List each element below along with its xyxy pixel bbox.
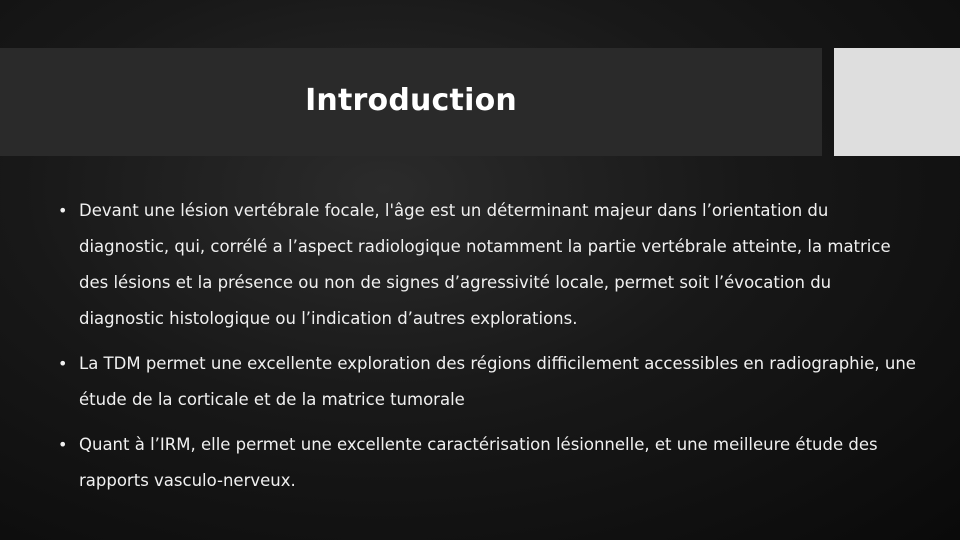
- accent-block: [834, 48, 960, 156]
- bullet-text: La TDM permet une excellente exploration des régions difficilement accessibles en radiographie, une étude de la corticale et de la matrice tumorale: [79, 354, 916, 409]
- bullet-item: [58, 427, 918, 499]
- bullet-dot-icon: •: [58, 354, 68, 373]
- bullet-list: [58, 193, 918, 508]
- bullet-text: Quant à l’IRM, elle permet une excellente caractérisation lésionnelle, et une meilleure étude des rapports vasculo-nerveux.: [79, 435, 878, 490]
- slide-title: Introduction: [305, 82, 517, 118]
- bullet-dot-icon: •: [58, 201, 68, 220]
- title-bar: [0, 48, 822, 156]
- bullet-text: Devant une lésion vertébrale focale, l'âge est un déterminant majeur dans l’orientation du diagnostic, qui, corrélé a l’aspect radiologique notamment la partie vertébrale atteinte, la matrice des lésions et la présence ou non de signes d’agressivité locale, permet soit l’évocation du diagnostic histologique ou l’indication d’autres explorations.: [79, 201, 891, 328]
- bullet-item: [58, 346, 918, 418]
- bullet-dot-icon: •: [58, 435, 68, 454]
- bullet-item: [58, 193, 918, 337]
